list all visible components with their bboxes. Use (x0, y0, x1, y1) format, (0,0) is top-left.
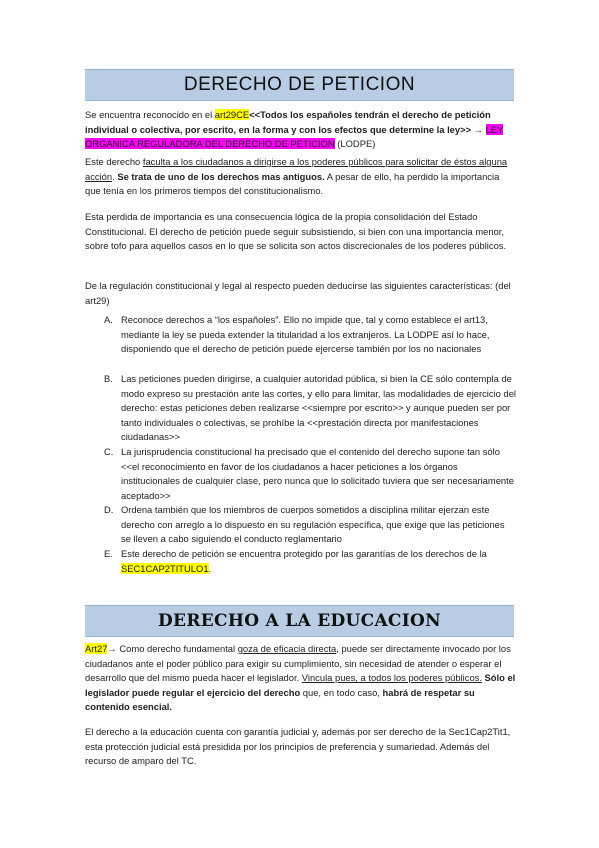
section-heading-derecho-educacion: DERECHO A LA EDUCACION (85, 605, 514, 637)
list-item-c: La jurisprudencia constitucional ha precisado que el contenido del derecho supone tan sólo <<el reconocimiento en favor de los ciudadanos a hacer peticiones a los órganos institucionales de cualquier clase, pero nunca que lo solicitado tuviera que ser necesariamente aceptado>> (121, 446, 514, 501)
list-marker: B. (104, 373, 113, 384)
paragraph-caracteristicas-intro: De la regulación constitucional y legal al respecto pueden deducirse las siguientes características: (del art29) (85, 280, 511, 306)
bold-legislador: Sólo el legislador puede regular el ejercicio del derecho (85, 672, 516, 698)
section-heading-derecho-peticion: DERECHO DE PETICION (85, 69, 514, 101)
list-marker: E. (104, 548, 113, 559)
text-span: Se encuentra reconocido en el (85, 109, 215, 120)
underlined-definition: faculta a los ciudadanos a dirigirse a los poderes públicos para solicitar de éstos alguna acción (85, 156, 508, 182)
constitution-quote: <<Todos los españoles tendrán el derecho de petición individual o colectiva, por escrito, en la forma y con los efectos que determine la ley>> (85, 109, 491, 135)
law-abbreviation: (LODPE) (334, 138, 376, 150)
text-span: . (112, 170, 118, 182)
paragraph-perdida-importancia: Esta perdida de importancia es una consecuencia lógica de la propia consolidación del Estado Constitucional. El derecho de petición puede seguir subsistiendo, si bien con una importancia menor, sobre tofo para aquellos casos en lo que se solicita son actos discrecionales de los poderes públicos. (85, 211, 507, 252)
arrow-icon: → (471, 123, 486, 135)
text-span: → Como derecho fundamental (107, 643, 238, 654)
bold-statement: Se trata de uno de los derechos mas antiguos. (117, 170, 325, 182)
list-marker: A. (104, 314, 113, 325)
underlined-eficacia: goza de eficacia directa (237, 643, 337, 654)
list-item-d: Ordena también que los miembros de cuerpos sometidos a disciplina militar ejerzan este derecho con arreglo a lo dispuesto en su regulación específica, que exige que las peticiones se lleven a cabo siguiendo el conducto reglamentario (121, 504, 505, 545)
list-item-e (121, 547, 517, 576)
text-span: Este derecho de petición se encuentra protegido por las garantías de los derechos de la (121, 548, 487, 559)
list-item-a: Reconoce derechos a “los españoles”. Ello no impide que, tal y como establece el art13, mediante la ley se pueda extender la titularidad a los extranjeros. La LODPE así lo hace, disponiendo que el derecho de petición puede ejercerse también por los no nacionales (121, 314, 490, 355)
article-ref-highlight: Art27 (85, 643, 108, 654)
list-marker: D. (104, 504, 114, 515)
list-marker: C. (104, 446, 114, 457)
article-ref-highlight: art29CE (214, 109, 250, 120)
paragraph-art27 (85, 642, 517, 715)
paragraph-reconocimiento (85, 108, 517, 152)
text-span: Este derecho (85, 156, 143, 167)
law-name-highlight: LEY ORGANICA REGULADORA DEL DERECHO DE PETICION (85, 123, 504, 150)
underlined-vincula: Vincula pues, a todos los poderes públicos. (301, 672, 482, 684)
text-span: , puede ser directamente invocado por los ciudadanos ante el poder público para exigir su cumplimiento, sin necesidad de atender o esperar el desarrollo que del mismo pueda hacer el legislador. (85, 643, 511, 684)
text-span: que, en todo caso, (300, 686, 383, 698)
paragraph-definicion (85, 155, 517, 199)
paragraph-garantia-judicial: El derecho a la educación cuenta con garantía judicial y, además por ser derecho de la Sec1Cap2Tit1, esta protección judicial está presidida por los principios de preferencia y sumariedad. Además del recurso de amparo del TC. (85, 726, 511, 767)
text-span: . (208, 562, 212, 574)
bold-contenido-esencial: habrá de respetar su contenido esencial. (85, 686, 475, 713)
list-item-b: Las peticiones pueden dirigirse, a cualquier autoridad pública, si bien la CE sólo contempla de modo expreso su prestación ante las cortes, y ello para limitar, las modalidades de ejercicio del derecho: estas peticiones deben realizarse <<siempre por escrito>> y aunque pueden ser por tanto individuales o colectivas, se prohíbe la <<prestación directa por manifestaciones ciudadanas>> (121, 373, 516, 443)
text-span: A pesar de ello, ha perdido la importancia que tenía en los primeros tiempos del constitucionalismo. (85, 170, 500, 197)
chapter-ref-highlight: SEC1CAP2TITULO1 (121, 562, 209, 574)
